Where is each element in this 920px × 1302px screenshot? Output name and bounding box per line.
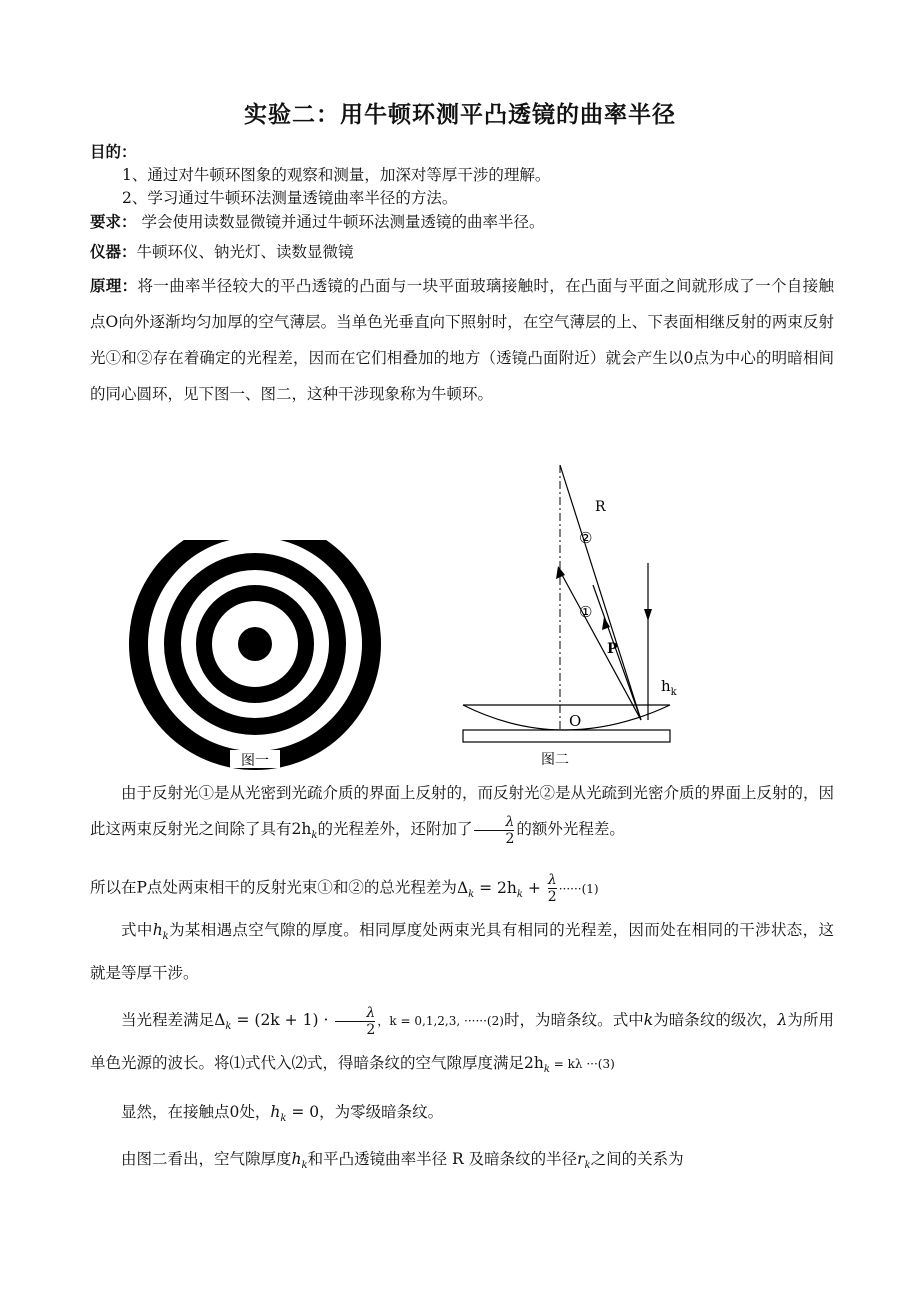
- paragraph-5: [121, 1100, 443, 1124]
- para1-math-sub: k: [311, 830, 318, 842]
- label-hk-main: h: [661, 677, 671, 695]
- label-hk: [661, 677, 678, 698]
- eq1-fraction: [548, 872, 557, 905]
- eq2-frac-num: λ: [335, 1005, 375, 1022]
- label-hk-sub: k: [670, 687, 677, 698]
- para1-frac-den: 2: [505, 830, 515, 847]
- para5-text-a: 显然，在接触点0处，: [121, 1103, 271, 1121]
- eq1-lhs-sub: k: [468, 888, 475, 900]
- ring-center-dark: [238, 627, 272, 661]
- para1-math-main: 2h: [291, 820, 312, 838]
- para5-text-c: ，为零级暗条纹。: [319, 1103, 444, 1121]
- eq1-lhs: Δ: [456, 878, 469, 897]
- eq2-k-values: ，k = 0,1,2,3, ······(2): [377, 1014, 504, 1028]
- eq2-lhs-sub: k: [225, 1021, 232, 1033]
- para4-text-d: 为所用单色光源的波长。将⑴式代入⑵式，得暗条纹的空气隙厚度满足: [90, 1011, 834, 1073]
- para1-text-a: 由于反射光①是从光密到光疏介质的界面上反射的，而反射光②是从光疏到光密介质的界面上反射的，因此这两束反射光之间除了具有: [90, 784, 835, 838]
- label-R: R: [595, 499, 606, 515]
- eq1-mid: = 2h: [474, 878, 517, 897]
- para6-text-c: 之间的关系为: [590, 1150, 684, 1168]
- para3-math-sub: k: [162, 931, 169, 943]
- purpose-label: 目的：: [90, 143, 137, 161]
- purpose-item-2: 2、学习通过牛顿环法测量透镜曲率半径的方法。: [122, 189, 458, 207]
- para3-math: h: [152, 921, 163, 939]
- figure-1-newton-rings: [120, 540, 390, 770]
- para6-text-b: 和平凸透镜曲率半径 R 及暗条纹的半径: [307, 1150, 578, 1168]
- para3-text-b: 为某相遇点空气隙的厚度。相同厚度处两束光具有相同的光程差，因而处在相同的干涉状态，这就是等厚干涉。: [90, 921, 834, 983]
- para1-fraction: [474, 814, 514, 847]
- incident-arrowhead: [644, 609, 652, 621]
- equation-2: [214, 1004, 504, 1038]
- eq1-mid-sub: k: [516, 888, 523, 900]
- eq3-sub: k: [543, 1064, 550, 1076]
- paragraph-2: [90, 872, 599, 905]
- eq3-main: 2h: [524, 1054, 544, 1073]
- label-ray-1: ①: [579, 603, 593, 621]
- para5-equals-zero: = 0: [286, 1103, 320, 1121]
- para6-text-a: 由图二看出，空气隙厚度: [121, 1150, 292, 1168]
- figure-1-caption: 图一: [241, 753, 269, 769]
- instruments-label: 仪器：: [90, 243, 137, 261]
- para6-r: r: [577, 1150, 585, 1168]
- eq2-fraction: [335, 1005, 375, 1038]
- label-O: O: [569, 712, 582, 730]
- paragraph-1: [90, 775, 834, 854]
- purpose-item-1: 1、通过对牛顿环图象的观察和测量，加深对等厚干涉的理解。: [122, 166, 551, 184]
- eq1-frac-num: λ: [547, 872, 557, 888]
- para1-math: [291, 820, 318, 842]
- instruments-line: [90, 240, 354, 262]
- para4-text-a: 当光程差满足: [121, 1011, 215, 1029]
- para3-text-a: 式中: [121, 921, 153, 939]
- eq2-frac-den: 2: [366, 1021, 376, 1038]
- eq2-lhs: Δ: [214, 1011, 226, 1029]
- para6-r-sub: k: [584, 1160, 591, 1172]
- instruments-text: 牛顿环仪、钠光灯、读数显微镜: [136, 243, 354, 261]
- eq1-frac-den: 2: [547, 889, 557, 905]
- requirement-line: [90, 210, 544, 232]
- equation-1: [456, 872, 599, 905]
- paragraph-4: [90, 1002, 834, 1088]
- lens-convex-surface: [463, 705, 670, 730]
- paragraph-6: [121, 1147, 684, 1171]
- para1-frac-num: λ: [474, 814, 514, 831]
- eq2-mid: = (2k + 1) ·: [231, 1011, 334, 1029]
- para5-math-sub: k: [280, 1113, 287, 1125]
- requirement-label: 要求：: [90, 213, 137, 231]
- label-ray-2: ②: [579, 529, 593, 547]
- principle-label: 原理：: [90, 277, 138, 295]
- para4-lambda: λ: [777, 1011, 788, 1029]
- principle-paragraph: [90, 268, 834, 412]
- para6-h: h: [291, 1150, 302, 1168]
- para4-text-b: 时，为暗条纹。式中: [503, 1011, 644, 1029]
- page-title: 实验二：用牛顿环测平凸透镜的曲率半径: [244, 102, 676, 128]
- figure-2-caption: 图二: [541, 752, 569, 768]
- paragraph-3: [90, 912, 834, 991]
- equation-3: [524, 1054, 615, 1076]
- para1-text-b: 的光程差外，还附加了: [317, 820, 473, 838]
- eq1-tail: ······(1): [558, 881, 599, 896]
- para4-k: k: [643, 1011, 654, 1029]
- para1-text-c: 的额外光程差。: [516, 820, 625, 838]
- para4-text-c: 为暗条纹的级次，: [653, 1011, 778, 1029]
- para5-math: h: [270, 1103, 281, 1121]
- figure-2-geometry: [455, 455, 695, 770]
- label-P: P: [607, 641, 618, 657]
- eq3-rhs: = kλ ···(3): [549, 1057, 615, 1072]
- principle-text: 将一曲率半径较大的平凸透镜的凸面与一块平面玻璃接触时，在凸面与平面之间就形成了一个自接触点O向外逐渐均匀加厚的空气薄层。当单色光垂直向下照射时，在空气薄层的上、下表面相继反射的两束反射光①和②存在着确定的光程差，因而在它们相叠加的地方（透镜凸面附近）就会产生以0点为中心的明暗相间的同心圆环，见下图一、图二，这种干涉现象称为牛顿环。: [90, 277, 834, 403]
- para2-text: 所以在P点处两束相干的反射光束①和②的总光程差为: [90, 878, 457, 897]
- glass-plate: [463, 730, 670, 742]
- para6-h-sub: k: [301, 1160, 308, 1172]
- requirement-text: 学会使用读数显微镜并通过牛顿环法测量透镜的曲率半径。: [141, 213, 545, 231]
- eq1-plus: +: [522, 878, 546, 897]
